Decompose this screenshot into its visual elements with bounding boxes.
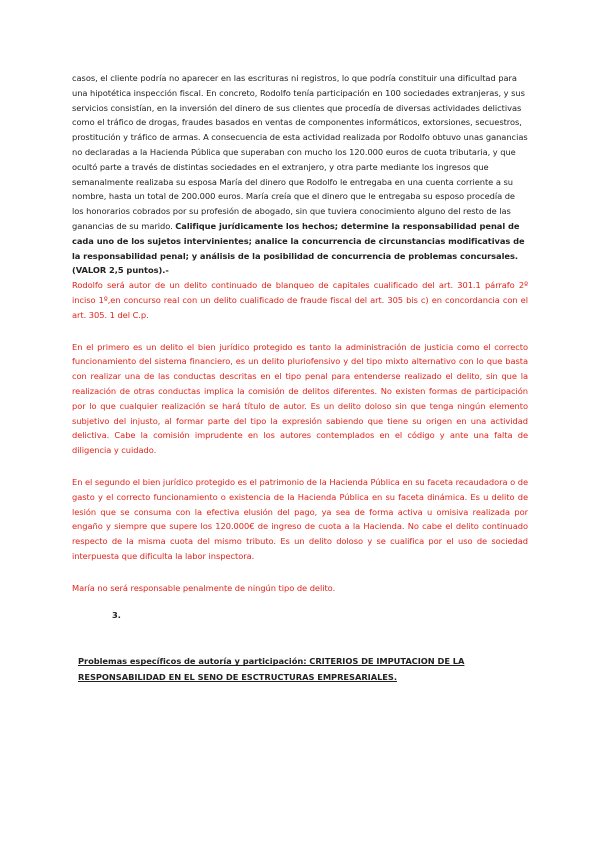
section-heading: Problemas específicos de autoría y participación: CRITERIOS DE IMPUTACION DE LA RESPONSABILIDAD EN EL SENO DE ESCTRUCTURAS EMPRESARIALES. [78, 656, 465, 683]
section-number: 3. [112, 609, 121, 620]
case-question-bold: Califique jurídicamente los hechos; determine la responsabilidad penal de cada uno de los sujetos intervinientes; analice la concurrencia de circunstancias modificativas de la responsabilidad penal; y análisis de la posibilidad de concurrencia de problemas concursales. (VALOR 2,5 puntos).- [72, 220, 525, 276]
answer-money-laundering-paragraph: En el primero es un delito el bien jurídico protegido es tanto la administración de justicia como el correcto funcionamiento del sistema financiero, es un delito pluriofensivo y del tipo mixto alternativo con lo que basta con realizar una de las conductas descritas en el tipo penal para entenderse realizado el delito, sin que la realización de otras conductas implica la comisión de delitos diferentes. No existen formas de participación por lo que cualquier realización se hará título de autor. Es un delito doloso sin que tenga ningún elemento subjetivo del injusto, al formar parte del tipo la expresión sabiendo que tiene su origen en una actividad delictiva. Cabe la comisión imprudente en los autores contemplados en el código y ante una falta de diligencia y cuidado. [72, 341, 528, 456]
page-content [72, 71, 528, 685]
case-statement-paragraph [72, 71, 528, 278]
answer-tax-fraud-paragraph: En el segundo el bien jurídico protegido es el patrimonio de la Hacienda Pública en su faceta recaudadora o de gasto y el correcto funcionamiento o existencia de la Hacienda Pública en su faceta dinámica. Es u delito de lesión que se consuma con la efectiva elusión del pago, ya sea de forma activa u omisiva realizada por engaño y siempre que supere los 120.000€ de ingreso de cuota a la Hacienda. No cabe el delito continuado respecto de la misma cuota del mismo tributo. Es un delito doloso y se cualifica por el uso de sociedad interpuesta que dificulta la labor inspectora. [72, 476, 528, 561]
answer-maria-paragraph: María no será responsable penalmente de ningún tipo de delito. [72, 582, 336, 593]
answer-rodolfo-qualification: Rodolfo será autor de un delito continuado de blanqueo de capitales cualificado del art. 301.1 párrafo 2º inciso 1º,en concurso real con un delito cualificado de fraude fiscal del art. 305 bis c) en concordancia con el art. 305. 1 del C.p. [72, 280, 528, 320]
case-statement-text: casos, el cliente podría no aparecer en las escrituras ni registros, lo que podría constituir una dificultad para una hipotética inspección fiscal. En concreto, Rodolfo tenía participación en 100 sociedades extranjeras, y sus servicios consistían, en la inversión del dinero de sus clientes que procedía de diversas actividades delictivas como el tráfico de drogas, fraudes basados en ventas de componentes informáticos, extorsiones, secuestros, prostitución y tráfico de armas. A consecuencia de esta actividad realizada por Rodolfo obtuvo unas ganancias no declaradas a la Hacienda Pública que superaban con mucho los 120.000 euros de cuota tributaria, y que ocultó parte a través de distintas sociedades en el extranjero, y otra parte mediante los ingresos que semanalmente realizaba su esposa María del dinero que Rodolfo le entregaba en una cuenta corriente a su nombre, hasta un total de 200.000 euros. María creía que el dinero que le entregaba su esposo procedía de los honorarios cobrados por su profesión de abogado, sin que tuviera conocimiento alguno del resto de las ganancias de su marido. [72, 73, 528, 231]
